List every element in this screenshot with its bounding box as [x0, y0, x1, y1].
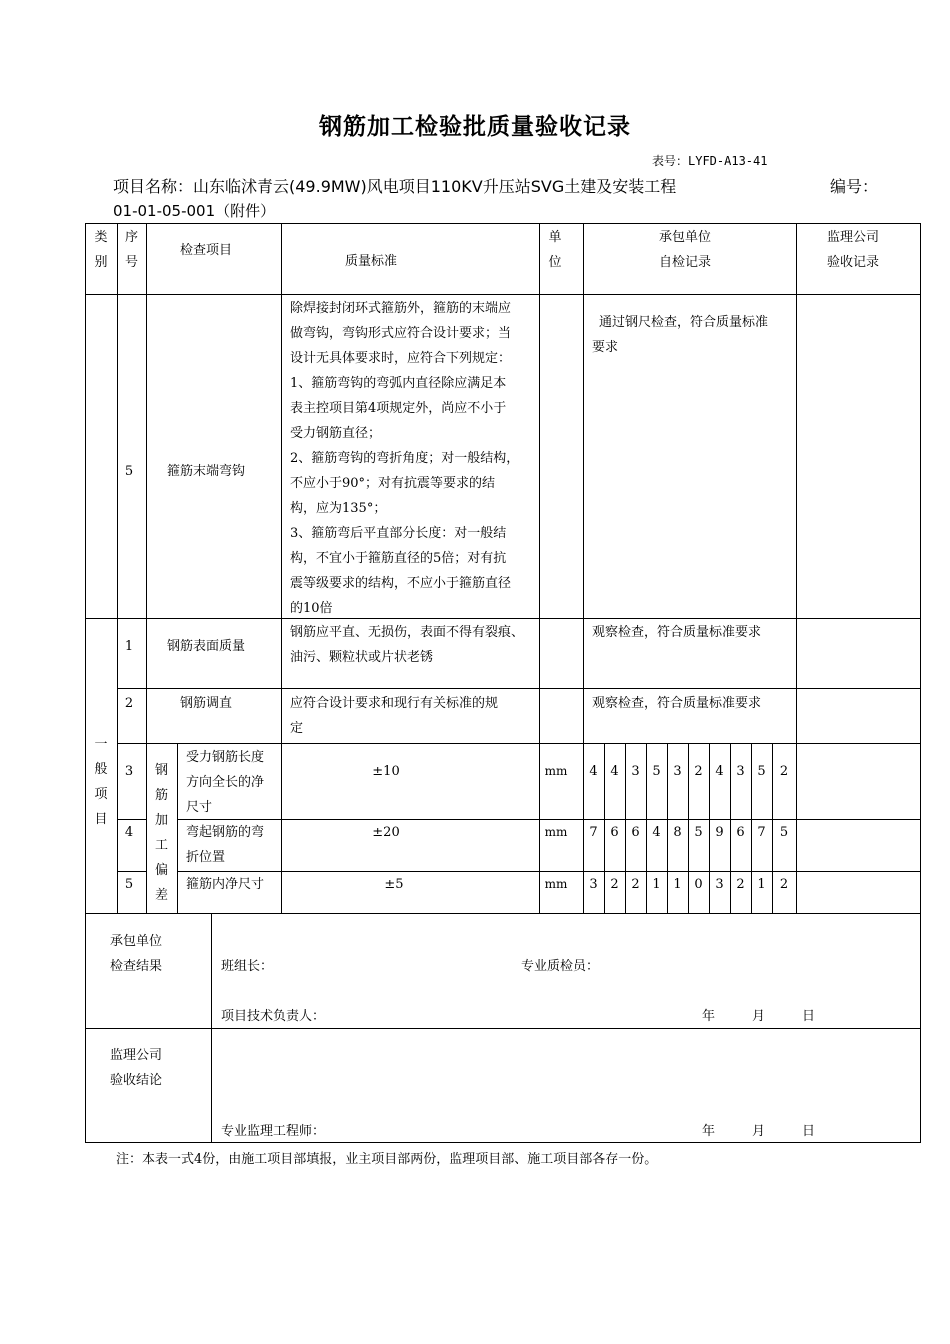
general-row2-standard: 应符合设计要求和现行有关标准的规 定	[290, 696, 499, 736]
dev-row4-value: 5	[779, 825, 789, 840]
dev-row3-value: 3	[673, 764, 682, 779]
dev-row5-value: 1	[673, 877, 682, 892]
project-name: 项目名称：山东临沭青云(49.9MW)风电项目110KV升压站SVG土建及安装工程	[113, 177, 677, 196]
code-label: 编号：	[830, 177, 879, 196]
dev-row3-seq: 3	[124, 764, 134, 779]
page-title: 钢筋加工检验批质量验收记录	[319, 114, 631, 140]
dev-row4-value: 4	[652, 825, 661, 840]
dev-row3-value: 2	[694, 764, 703, 779]
dev-row4-value: 7	[589, 825, 598, 840]
dev-row3-tolerance: ±10	[372, 764, 400, 779]
dev-row4-tolerance: ±20	[372, 825, 400, 840]
supervisor-date-month: 月	[752, 1124, 766, 1139]
dev-row5-value: 0	[694, 877, 703, 892]
header-supervisor: 监理公司 验收记录	[826, 230, 879, 270]
header-seq: 序 号	[124, 230, 138, 270]
dev-row5-seq: 5	[124, 877, 134, 892]
contractor-date-month: 月	[752, 1009, 766, 1024]
dev-row5-tolerance: ±5	[384, 877, 404, 892]
header-category: 类 别	[94, 230, 108, 270]
dev-row4-item: 弯起钢筋的弯 折位置	[186, 825, 265, 865]
dev-row4-value: 6	[610, 825, 619, 840]
dev-row5-value: 1	[757, 877, 766, 892]
row5-record: 通过钢尺检查，符合质量标准 要求	[592, 315, 769, 355]
project-code: 01-01-05-001（附件）	[113, 202, 276, 220]
dev-row3-value: 3	[736, 764, 745, 779]
dev-row4-value: 7	[757, 825, 766, 840]
dev-row5-value: 3	[589, 877, 598, 892]
general-row2-item: 钢筋调直	[179, 696, 232, 711]
category-general: 一 般 项 目	[94, 737, 108, 827]
dev-row5-value: 2	[736, 877, 745, 892]
general-row2-seq: 2	[124, 696, 134, 711]
dev-row3-value: 4	[589, 764, 598, 779]
contractor-date-day: 日	[802, 1009, 816, 1024]
dev-row5-value: 2	[779, 877, 789, 892]
supervisor-date-year: 年	[702, 1124, 716, 1139]
tech-lead-label: 项目技术负责人：	[221, 1009, 326, 1024]
general-row1-standard: 钢筋应平直、无损伤，表面不得有裂痕、 油污、颗粒状或片状老锈	[290, 625, 525, 665]
general-row2-record: 观察检查，符合质量标准要求	[592, 696, 762, 711]
footnote: 注：本表一式4份，由施工项目部填报，业主项目部两份，监理项目部、施工项目部各存一份。	[116, 1152, 658, 1167]
dev-row4-value: 6	[631, 825, 640, 840]
dev-row3-value: 2	[779, 764, 789, 779]
dev-row3-value: 5	[757, 764, 766, 779]
dev-row4-value: 5	[694, 825, 703, 840]
dev-row3-value: 4	[715, 764, 724, 779]
row5-seq: 5	[124, 464, 134, 479]
team-leader-label: 班组长：	[221, 959, 274, 974]
deviation-group-label: 钢 筋 加 工 偏 差	[154, 763, 168, 903]
header-standard: 质量标准	[344, 254, 397, 269]
dev-row5-unit: mm	[544, 877, 568, 891]
dev-row4-seq: 4	[124, 825, 134, 840]
dev-row5-value: 3	[715, 877, 724, 892]
dev-row3-item: 受力钢筋长度 方向全长的净 尺寸	[186, 750, 265, 815]
qc-inspector-label: 专业质检员：	[521, 959, 600, 974]
dev-row3-value: 3	[631, 764, 640, 779]
dev-row5-item: 箍筋内净尺寸	[186, 877, 265, 892]
general-row1-item: 钢筋表面质量	[166, 639, 245, 654]
header-contractor: 承包单位 自检记录	[658, 230, 711, 270]
dev-row5-value: 1	[652, 877, 661, 892]
supervising-engineer-label: 专业监理工程师：	[221, 1124, 326, 1139]
row5-item: 箍筋末端弯钩	[166, 464, 245, 479]
dev-row4-unit: mm	[544, 825, 568, 839]
dev-row3-unit: mm	[544, 764, 568, 778]
contractor-date-year: 年	[702, 1009, 716, 1024]
supervisor-result-label: 监理公司 验收结论	[110, 1048, 163, 1088]
dev-row3-value: 5	[652, 764, 661, 779]
row5-standard: 除焊接封闭环式箍筋外，箍筋的末端应 做弯钩，弯钩形式应符合设计要求；当 设计无具体要求时，应符合下列规定： 1、箍筋弯钩的弯弧内直径除应满足本 表主控项目第4项规定外，尚应不小于 受力钢筋直径； 2、箍筋弯钩的弯折角度；对一般结构， 不应小于90°；对有抗震等要求的结 构，应为135°； 3、箍筋弯后平直部分长度：对一般结 构，不宜小于箍筋直径的5倍；对有抗 震等级要求的结构，不应小于箍筋直径 的10倍	[290, 301, 520, 616]
form-number: 表号：LYFD-A13-41	[652, 154, 768, 168]
general-row1-seq: 1	[124, 639, 134, 654]
dev-row4-value: 8	[673, 825, 682, 840]
dev-row3-value: 4	[610, 764, 619, 779]
supervisor-date-day: 日	[802, 1124, 816, 1139]
contractor-result-label: 承包单位 检查结果	[110, 934, 163, 974]
header-unit: 单 位	[548, 230, 562, 270]
dev-row4-value: 6	[736, 825, 745, 840]
dev-row4-value: 9	[715, 825, 724, 840]
dev-row5-value: 2	[631, 877, 640, 892]
dev-row5-value: 2	[610, 877, 619, 892]
header-item: 检查项目	[179, 243, 232, 258]
general-row1-record: 观察检查，符合质量标准要求	[592, 625, 762, 640]
